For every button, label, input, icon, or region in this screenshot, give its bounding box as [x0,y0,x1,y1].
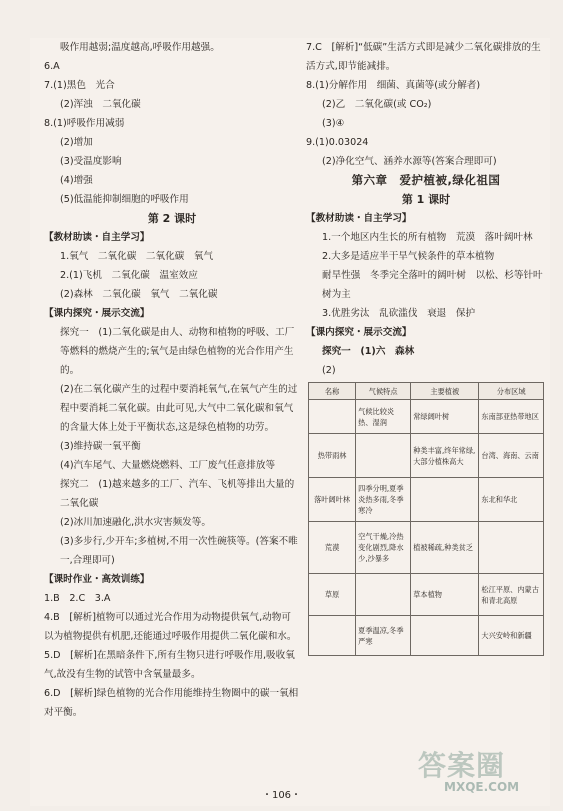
right-line: 探究一 (1)六 森林 [322,346,415,357]
table-cell: 草本植物 [411,574,479,616]
table-cell: 夏季温凉,冬季严寒 [356,616,411,656]
right-line: 耐旱性强 冬季完全落叶的阔叶树 以松、杉等针叶树为主 [322,270,543,300]
right-line: 2.大多是适应半干旱气候条件的草本植物 [322,251,495,262]
right-line: 1.一个地区内生长的所有植物 荒漠 落叶阔叶林 [322,232,533,243]
table-cell: 松江平原、内蒙古和青北高原 [479,574,544,616]
right-line: (2)乙 二氧化碳(或 CO₂) [322,99,432,110]
left-line: 探究二 (1)越来越多的工厂、汽车、飞机等排出大量的二氧化碳 [60,479,295,509]
table-header-cell: 名称 [309,383,356,400]
left-line: (3)维持碳一氧平衡 [60,441,141,452]
table-cell: 常绿阔叶树 [411,400,479,434]
left-line: (2)增加 [60,137,93,148]
left-line: (2)浑浊 二氧化碳 [60,99,141,110]
table-cell [479,522,544,574]
left-line: 6.D [解析]绿色植物的光合作用能维持生物圈中的碳一氧相对平衡。 [44,688,299,718]
table-cell [309,400,356,434]
table-cell: 空气干燥,冷热变化剧烈,降水少,沙暴多 [356,522,411,574]
left-column [44,38,300,722]
left-line: 1.B 2.C 3.A [44,593,111,604]
left-line: 1.氧气 二氧化碳 二氧化碳 氧气 [60,251,214,262]
left-line: 【课内探究・展示交流】 [44,308,150,319]
table-cell: 气候比较炎热、湿润 [356,400,411,434]
distribution-table [308,382,544,656]
table-cell [309,616,356,656]
table-cell: 种类丰富,终年常绿,大部分植株高大 [411,434,479,478]
table-header-row [309,383,544,400]
right-line: 7.C [解析]“低碳”生活方式即是减少二氧化碳排放的生活方式,即节能减排。 [306,42,541,72]
table-cell: 东南部亚热带地区 [479,400,544,434]
table-row [309,616,544,656]
left-line: (2)在二氧化碳产生的过程中要消耗氧气,在氧气产生的过程中要消耗二氧化碳。由此可见,大气中二氧化碳和氧气的含量大体上处于平衡状态,这是绿色植物的功劳。 [60,384,298,433]
table-row [309,478,544,522]
right-line: (3)④ [322,118,345,129]
right-line: 3.优胜劣汰 乱砍滥伐 衰退 保护 [322,308,476,319]
table-body [309,400,544,656]
left-line: 【教材助读・自主学习】 [44,232,150,243]
table-cell: 台湾、海南、云南 [479,434,544,478]
left-line: (4)汽车尾气、大量燃烧燃料、工厂废气任意排放等 [60,460,276,471]
left-line: 7.(1)黑色 光合 [44,80,115,91]
right-line: 8.(1)分解作用 细菌、真菌等(或分解者) [306,80,481,91]
table-cell [356,434,411,478]
table-row [309,522,544,574]
left-line: (3)多步行,少开车;多植树,不用一次性碗筷等。(答案不唯一,合理即可) [60,536,298,566]
left-line: 6.A [44,61,60,72]
table-row [309,574,544,616]
table-header-cell: 主要植被 [411,383,479,400]
left-line: 吸作用越弱;温度越高,呼吸作用越强。 [60,42,220,53]
table-cell: 热带雨林 [309,434,356,478]
right-line: 【教材助读・自主学习】 [306,213,412,224]
table-cell [411,616,479,656]
table-cell: 大兴安岭和新疆 [479,616,544,656]
left-line: 探究一 (1)二氧化碳是由人、动物和植物的呼吸、工厂等燃料的燃烧产生的;氧气是由绿色植物的光合作用产生的。 [60,327,295,376]
left-line: (2)冰川加速融化,洪水灾害频发等。 [60,517,211,528]
right-line: 第六章 爱护植被,绿化祖国 [351,173,501,187]
table-header-cell: 分布区域 [479,383,544,400]
table-cell: 草原 [309,574,356,616]
right-line: 第 1 课时 [401,193,451,206]
watermark-logo: 答案圈 [418,749,506,782]
left-line: (2)森林 二氧化碳 氧气 二氧化碳 [60,289,218,300]
right-lines [306,38,546,380]
table-cell: 荒漠 [309,522,356,574]
page [30,38,550,806]
table-cell: 东北和华北 [479,478,544,522]
table-cell [411,478,479,522]
table-row [309,400,544,434]
right-column [306,38,546,656]
left-line: 第 2 课时 [147,212,197,225]
left-line: 4.B [解析]植物可以通过光合作用为动物提供氧气,动物可以为植物提供有机肥,还能通过呼吸作用提供二氧化碳和水。 [44,612,297,642]
left-line: 5.D [解析]在黑暗条件下,所有生物只进行呼吸作用,吸收氧气,故没有生物的试管中含氧量最多。 [44,650,295,680]
right-line: (2)净化空气、涵养水源等(答案合理即可) [322,156,497,167]
table-row [309,434,544,478]
right-line: 【课内探究・展示交流】 [306,327,412,338]
left-line: (5)低温能抑制细胞的呼吸作用 [60,194,189,205]
table-header-cell: 气候特点 [356,383,411,400]
table-cell [356,574,411,616]
right-line: 9.(1)0.03024 [306,137,369,148]
watermark-url: MXQE.COM [444,780,520,794]
left-line: (3)受温度影响 [60,156,122,167]
table-cell: 四季分明,夏季炎热多雨,冬季寒冷 [356,478,411,522]
left-line: 2.(1)飞机 二氧化碳 温室效应 [60,270,198,281]
table-cell: 植被稀疏,种类贫乏 [411,522,479,574]
left-line: 【课时作业・高效训练】 [44,574,150,585]
table-cell: 落叶阔叶林 [309,478,356,522]
page-number: ・106・ [261,790,302,801]
left-line: 8.(1)呼吸作用减弱 [44,118,125,129]
right-line: (2) [322,365,336,376]
left-line: (4)增强 [60,175,93,186]
